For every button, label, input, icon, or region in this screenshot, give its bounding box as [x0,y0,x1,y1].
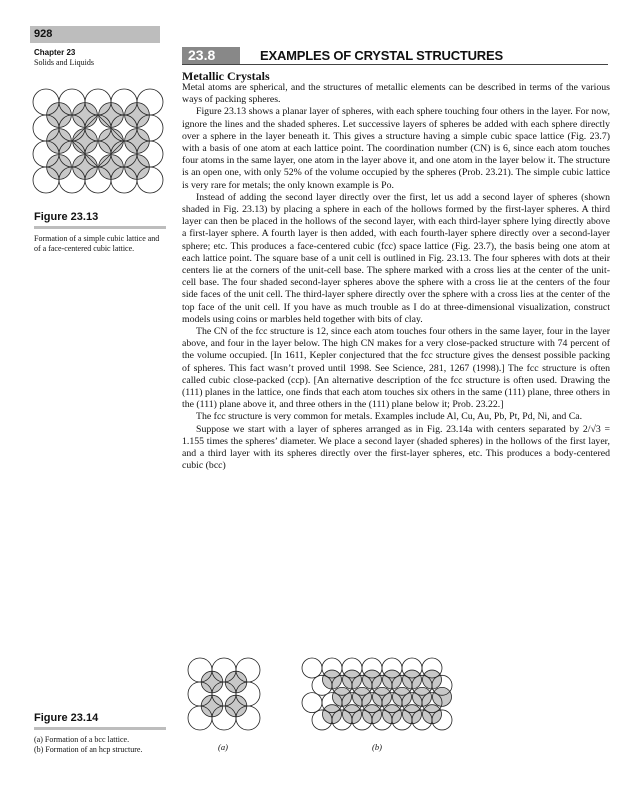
first-layer-sphere [111,115,137,141]
first-layer-sphere [33,141,59,167]
figure-23-14a-diagram [186,656,266,740]
figure-rule [34,727,166,730]
section-header [182,47,608,65]
first-layer-sphere [212,658,236,682]
second-layer-sphere [99,103,124,128]
bcc-layer-diagram [188,658,260,730]
first-layer-sphere [111,89,137,115]
first-layer-sphere [33,167,59,193]
second-layer-sphere [225,671,247,693]
second-layer-sphere [99,155,124,180]
first-layer-sphere [137,141,163,167]
second-layer-sphere [47,155,72,180]
first-layer-sphere [302,693,322,713]
first-layer-sphere [137,167,163,193]
figure-23-13-caption: Formation of a simple cubic lattice and of a face-centered cubic lattice. [34,234,160,253]
paragraph: Suppose we start with a layer of spheres arranged as in Fig. 23.14a with centers separated by 2/√3 = 1.155 times the spheres’ diameter. We place a second layer (shaded spheres) in the hollows of the first layer, and a third layer with its spheres directly over the first-layer spheres, etc. This produces a body-centered cubic (bcc) [182,423,610,472]
first-layer-sphere [111,141,137,167]
figure-23-14b-label: (b) [372,742,382,752]
figure-23-14-caption-b: (b) Formation of an hcp structure. [34,745,143,754]
second-layer-sphere [73,103,98,128]
sphere-layer-diagram [33,89,163,193]
figure-23-14-title: Figure 23.14 [34,712,99,724]
second-layer-sphere [73,155,98,180]
first-layer-sphere [212,706,236,730]
first-layer-sphere [85,167,111,193]
second-layer-sphere [47,103,72,128]
first-layer-sphere [188,658,212,682]
chapter-title: Solids and Liquids [34,57,95,67]
first-layer-sphere [59,89,85,115]
figure-23-14-caption-a: (a) Formation of a bcc lattice. [34,735,130,744]
second-layer-sphere [73,129,98,154]
figure-23-13-diagram [30,88,170,198]
second-layer-sphere [99,129,124,154]
first-layer-sphere [302,658,322,678]
second-layer-sphere [201,671,223,693]
paragraph: Instead of adding the second layer directly over the first, let us add a second layer of spheres (shown shaded in Fig. 23.13) by placing a sphere in each of the hollows formed by the first-layer spheres. A third layer can then be placed in the hollows of the second layer, with each third-layer sphere lying directly above a first-layer sphere. A fourth layer is then added, with each fourth-layer sphere directly over a second-layer sphere; etc. This produces a face-centered cubic (fcc) space lattice (Fig. 23.7), the basis being one atom at each lattice point. The square base of a unit cell is outlined in Fig. 23.13. The four spheres with dots at their centers lie at the corners of the unit-cell base. The sphere marked with a cross lies at the center of the unit-cell base. The four shaded second-layer spheres above the sphere with a cross lie at the centers of the four side faces of the unit cell. The third-layer sphere directly over the sphere with a cross lies at the center of the top face of the unit cell. If you have as much trouble as I do at three-dimensional visualization, construct models using coins or marbles held together with bits of clay. [182,191,610,325]
section-number: 23.8 [182,47,240,64]
first-layer-sphere [188,682,212,706]
first-layer-sphere [236,706,260,730]
paragraph: Metal atoms are spherical, and the structures of metallic elements can be described in terms of the various ways of packing spheres. [182,82,610,106]
section-title: EXAMPLES OF CRYSTAL STRUCTURES [260,48,503,63]
first-layer-sphere [59,141,85,167]
first-layer-sphere [236,658,260,682]
figure-23-14a-label: (a) [218,742,228,752]
first-layer-sphere [59,167,85,193]
first-layer-sphere [236,682,260,706]
first-layer-sphere [33,115,59,141]
first-layer-sphere [33,89,59,115]
figure-23-14b-diagram [296,654,466,740]
second-layer-sphere [125,129,150,154]
paragraph: Figure 23.13 shows a planar layer of spheres, with each sphere touching four others in the layer. For now, ignore the lines and the shaded spheres. Let successive layers of spheres be added with each sphere directly over a sphere in the layer beneath it. This gives a structure having a simple cubic space lattice (Fig. 23.7) with a basis of one atom at each lattice point. The coordination number (CN) is 6, since each atom touches four atoms in the same layer, one atom in the layer above it, and one atom in the layer below it. The structure is an open one, with only 52% of the volume occupied by the spheres (Prob. 23.21). The simple cubic lattice is very rare for metals; the only known example is Po. [182,106,610,191]
hcp-layer-diagram [302,658,452,730]
first-layer-sphere [59,115,85,141]
first-layer-sphere [188,706,212,730]
first-layer-sphere [85,115,111,141]
second-layer-sphere [201,695,223,717]
subheading: Metallic Crystals [182,69,270,83]
figure-rule [34,226,166,229]
figure-23-13-title: Figure 23.13 [34,211,99,223]
paragraph: The CN of the fcc structure is 12, since each atom touches four others in the same layer, four in the layer above, and four in the layer below. The high CN makes for a very close-packed structure with 74 percent of the volume occupied. [In 1611, Kepler conjectured that the fcc structure gives the densest possible packing of spheres. This fact wasn’t proved until 1998. See Science, 281, 1267 (1998).] The fcc structure is often called cubic close-packed (ccp). [An alternative description of the fcc structure is often used. Drawing the (111) planes in the lattice, one finds that each atom touches six others in the same (111) plane, three others in the (111) plane above it, and three others in the (111) plane below it; Prob. 23.22.] [182,326,610,411]
second-layer-sphere [225,695,247,717]
page-number: 928 [30,26,160,43]
chapter-label: Chapter 23 [34,48,76,57]
body-text [182,82,610,473]
second-layer-sphere [47,129,72,154]
first-layer-sphere [85,89,111,115]
first-layer-sphere [137,89,163,115]
first-layer-sphere [85,141,111,167]
first-layer-sphere [212,682,236,706]
paragraph: The fcc structure is very common for metals. Examples include Al, Cu, Au, Pb, Pt, Pd, Ni, and Ca. [196,411,583,423]
chapter-header [34,48,164,67]
first-layer-sphere [137,115,163,141]
first-layer-sphere [111,167,137,193]
second-layer-sphere [125,155,150,180]
second-layer-sphere [125,103,150,128]
